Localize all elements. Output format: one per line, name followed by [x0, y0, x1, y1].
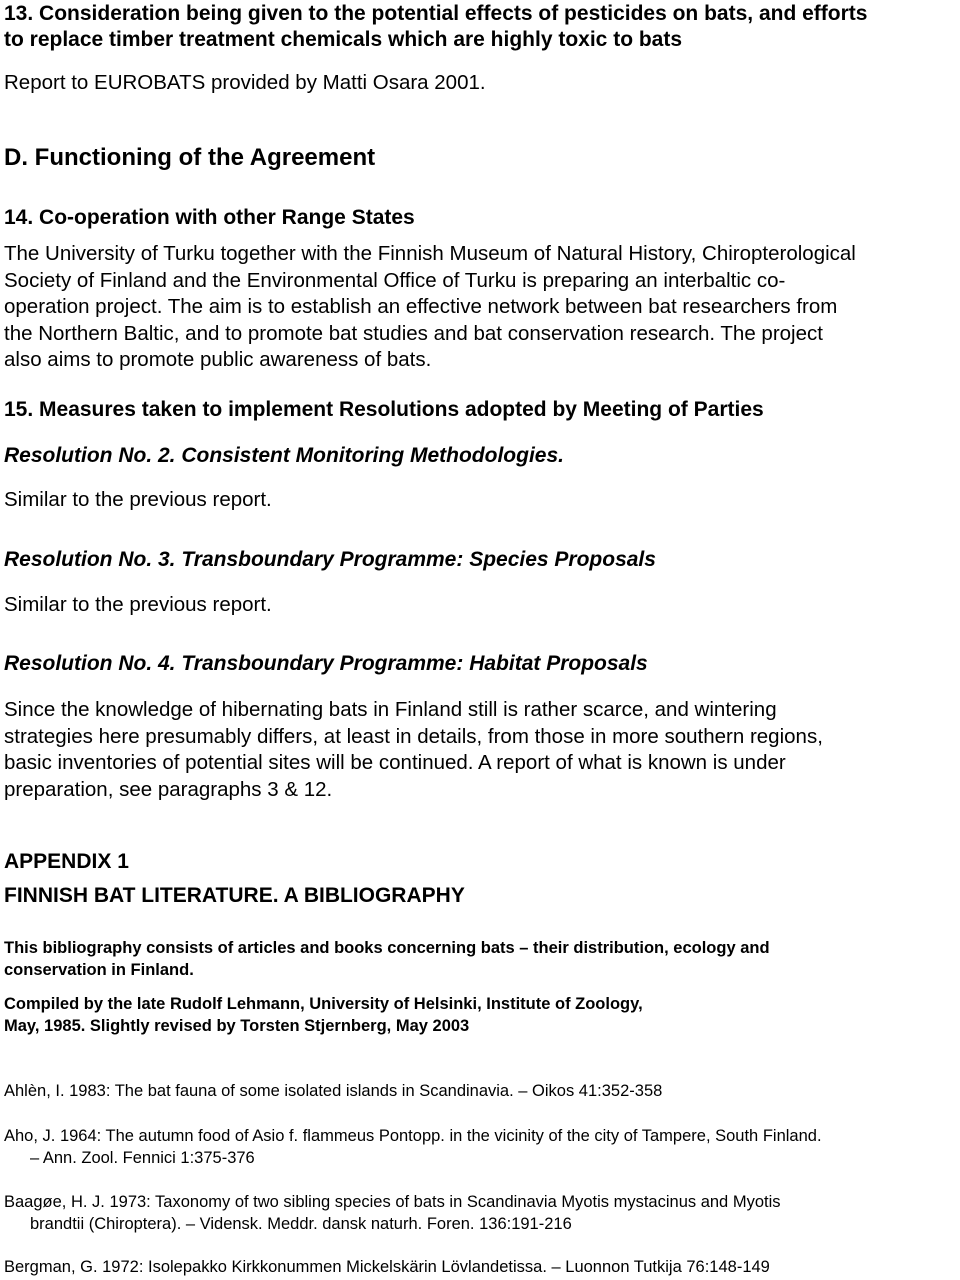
resolution-2-body: Similar to the previous report. — [4, 488, 272, 511]
reference-continuation: – Ann. Zool. Fennici 1:375-376 — [30, 1149, 255, 1167]
paragraph-line: also aims to promote public awareness of bats. — [4, 348, 432, 371]
paragraph-line: Since the knowledge of hibernating bats in Finland still is rather scarce, and wintering — [4, 698, 777, 721]
section-13-heading-line-2: to replace timber treatment chemicals which are highly toxic to bats — [4, 28, 683, 51]
resolution-3-title: Resolution No. 3. Transboundary Programme: Species Proposals — [4, 548, 656, 571]
appendix-intro — [4, 937, 770, 981]
paragraph-line: strategies here presumably differs, at least in details, from those in more southern regions, — [4, 724, 823, 748]
section-13-heading-line-1: 13. Consideration being given to the potential effects of pesticides on bats, and efforts — [4, 2, 868, 25]
paragraph-line: Society of Finland and the Environmental Office of Turku is preparing an interbaltic co- — [4, 268, 786, 292]
appendix-subtitle: FINNISH BAT LITERATURE. A BIBLIOGRAPHY — [4, 884, 465, 907]
compiled-line: Compiled by the late Rudolf Lehmann, University of Helsinki, Institute of Zoology, — [4, 995, 643, 1013]
resolution-4-title: Resolution No. 4. Transboundary Programme: Habitat Proposals — [4, 652, 648, 675]
section-14-paragraph — [4, 241, 856, 374]
section-15-heading: 15. Measures taken to implement Resolutions adopted by Meeting of Parties — [4, 398, 764, 421]
reference-entry — [4, 1125, 822, 1169]
paragraph-line: basic inventories of potential sites will be continued. A report of what is known is under — [4, 751, 786, 774]
reference-line: Bergman, G. 1972: Isolepakko Kirkkonummen Mickelskärin Lövlandetissa. – Luonnon Tutkija 76:148-149 — [4, 1258, 770, 1276]
appendix-title: APPENDIX 1 — [4, 850, 129, 873]
resolution-3-body: Similar to the previous report. — [4, 593, 272, 616]
intro-line: conservation in Finland. — [4, 961, 194, 979]
reference-line: Baagøe, H. J. 1973: Taxonomy of two sibling species of bats in Scandinavia Myotis mystacinus and Myotis — [4, 1193, 781, 1211]
paragraph-line: preparation, see paragraphs 3 & 12. — [4, 777, 333, 801]
reference-continuation: brandtii (Chiroptera). – Vidensk. Meddr. dansk naturh. Foren. 136:191-216 — [30, 1215, 572, 1233]
reference-line: Aho, J. 1964: The autumn food of Asio f. flammeus Pontopp. in the vicinity of the city of Tampere, South Finland. — [4, 1127, 822, 1145]
reference-entry — [4, 1191, 781, 1235]
reference-line: Ahlèn, I. 1983: The bat fauna of some isolated islands in Scandinavia. – Oikos 41:352-358 — [4, 1082, 663, 1100]
section-14-heading: 14. Co-operation with other Range States — [4, 206, 415, 229]
section-13-body: Report to EUROBATS provided by Matti Osara 2001. — [4, 71, 486, 94]
paragraph-line: The University of Turku together with the Finnish Museum of Natural History, Chiropterological — [4, 242, 856, 265]
appendix-compiled — [4, 993, 643, 1037]
reference-entry — [4, 1080, 662, 1102]
compiled-line: May, 1985. Slightly revised by Torsten Stjernberg, May 2003 — [4, 1017, 470, 1035]
paragraph-line: operation project. The aim is to establish an effective network between bat researchers from — [4, 295, 838, 318]
reference-entry — [4, 1256, 770, 1278]
paragraph-line: the Northern Baltic, and to promote bat studies and bat conservation research. The project — [4, 321, 823, 345]
intro-line: This bibliography consists of articles and books concerning bats – their distribution, ecology and — [4, 939, 770, 957]
section-d-heading: D. Functioning of the Agreement — [4, 144, 376, 171]
resolution-4-paragraph — [4, 697, 823, 803]
resolution-2-title: Resolution No. 2. Consistent Monitoring Methodologies. — [4, 444, 564, 467]
